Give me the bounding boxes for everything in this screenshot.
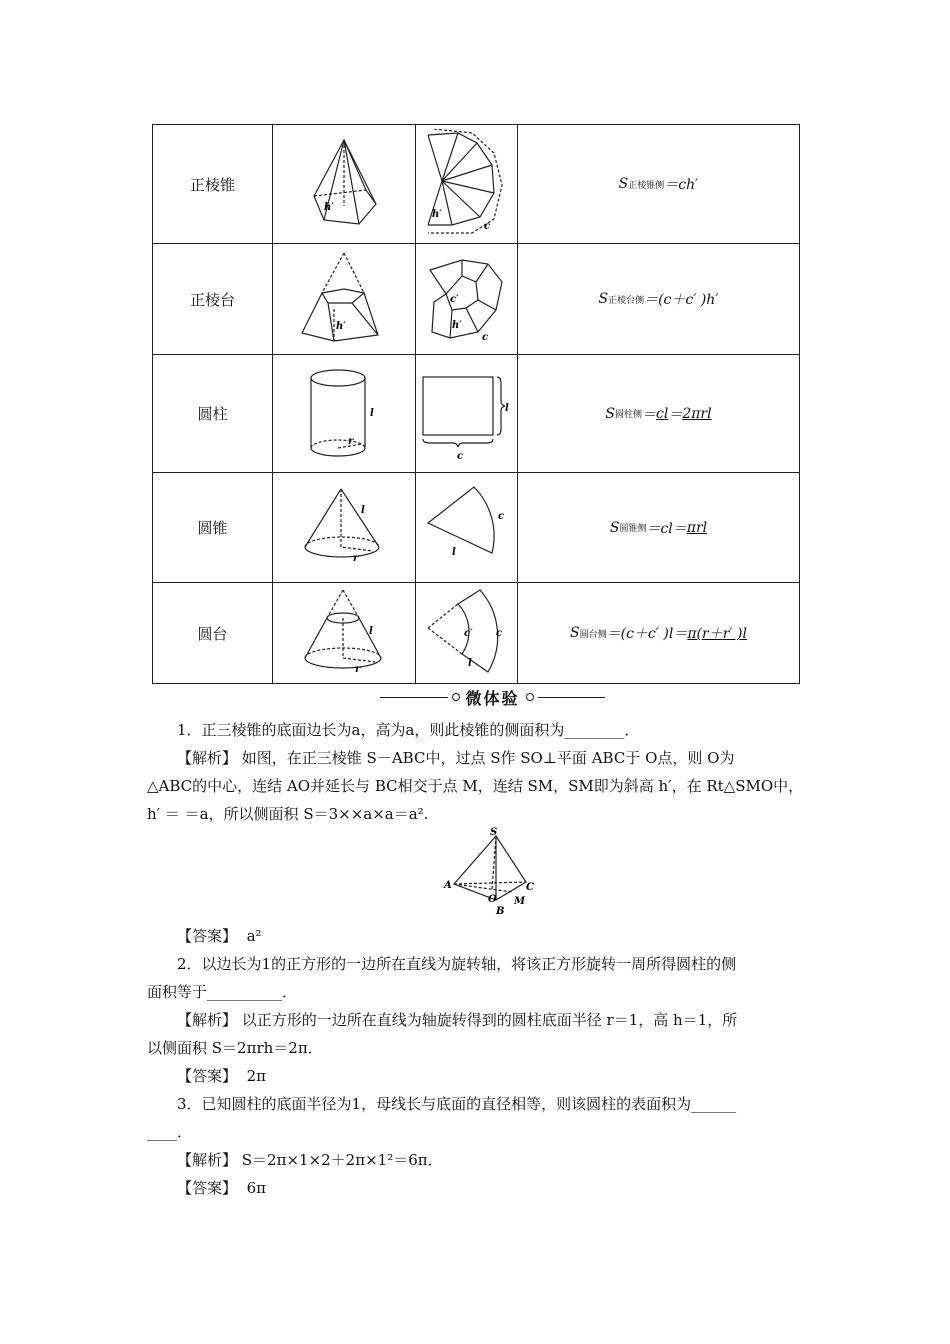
cone-net-diagram — [422, 483, 512, 573]
c-prime-label: c′ — [463, 628, 473, 639]
c-label: c — [497, 510, 504, 522]
q1-analysis-line: △ABC的中心，连结 AO并延长与 BC相交于点 M，连结 SM，SM即为斜高 h′，在 Rt△SMO中， — [147, 777, 804, 795]
point-label: C — [526, 882, 534, 893]
pyramid-net-diagram — [422, 129, 512, 239]
table-row — [153, 355, 799, 473]
solid-name: 正棱锥 — [153, 125, 273, 243]
tetrahedron-figure — [440, 826, 540, 918]
table-row — [153, 125, 799, 244]
q2-analysis-line: 以侧面积 S＝2πrh＝2π． — [147, 1039, 323, 1057]
cylinder-figure — [273, 355, 416, 472]
q3-question-line: 3．已知圆柱的底面半径为1，母线长与底面的直径相等，则该圆柱的表面积为______ — [177, 1095, 737, 1113]
c-label: c — [481, 331, 488, 343]
point-label: A — [444, 880, 452, 891]
point-label: O — [488, 894, 497, 905]
r-label: r — [348, 435, 354, 447]
formula: S 圆台侧 ＝(c＋c′ )l＝ π(r＋r′ )l — [570, 625, 747, 642]
pyramid-net-figure — [416, 125, 518, 243]
q3-answer: 【答案】 6π — [177, 1179, 266, 1197]
cone-frustum-figure — [273, 583, 416, 683]
bullet-icon — [452, 693, 460, 701]
cone-frustum-net-diagram — [422, 588, 512, 678]
h-prime-label: h′ — [451, 319, 462, 331]
l-label: l — [361, 505, 365, 516]
pyramid-diagram — [304, 134, 384, 234]
l-label: l — [467, 658, 472, 669]
q2-question-line: 2．以边长为1的正方形的一边所在直线为旋转轴，将该正方形旋转一周所得圆柱的侧 — [177, 955, 737, 973]
h-prime-label: h′ — [324, 202, 334, 213]
solid-name: 圆锥 — [153, 473, 273, 582]
formula: S 正棱台侧 ＝(c＋c′ )h′ — [598, 291, 719, 308]
q3-analysis: 【解析】 S＝2π×1×2＋2π×1²＝6π． — [177, 1151, 443, 1169]
solid-name: 圆柱 — [153, 355, 273, 472]
solid-name: 圆台 — [153, 583, 273, 683]
frustum-figure — [273, 244, 416, 354]
r-label: r — [353, 553, 359, 564]
cylinder-net-figure — [416, 355, 518, 472]
section-heading — [380, 686, 605, 708]
q2-question-line: 面积等于__________． — [147, 983, 298, 1001]
frustum-net-diagram — [422, 252, 512, 347]
cylinder-diagram — [304, 364, 384, 464]
table-row — [153, 244, 799, 355]
point-label: M — [514, 896, 526, 907]
q1-answer: 【答案】 a² — [177, 927, 262, 945]
point-label: B — [496, 906, 505, 917]
cone-diagram — [299, 485, 389, 570]
c-label: c — [495, 628, 502, 639]
table-row — [153, 583, 799, 683]
r-label: r — [355, 664, 361, 675]
formula: S 圆柱侧 ＝ cl ＝ 2πrl — [605, 405, 712, 423]
point-label: S — [490, 827, 498, 838]
section-title: 微体验 — [465, 688, 520, 708]
bullet-icon — [526, 693, 534, 701]
surface-area-table — [152, 124, 800, 684]
cone-figure — [273, 473, 416, 582]
l-label: l — [370, 407, 374, 419]
pyramid-figure — [273, 125, 416, 243]
c-label: c — [483, 221, 490, 232]
c-prime-label: c′ — [449, 293, 459, 305]
divider — [380, 697, 448, 698]
h-prime-label: h′ — [336, 321, 346, 332]
l-label: l — [369, 626, 373, 637]
frustum-diagram — [294, 249, 394, 349]
cone-net-figure — [416, 473, 518, 582]
l-label: l — [451, 546, 456, 558]
q1-analysis-line: 【解析】 如图，在正三棱锥 S－ABC中，过点 S作 SO⊥平面 ABC于 O点，则 O为 — [177, 749, 735, 767]
q2-answer: 【答案】 2π — [177, 1067, 266, 1085]
q1-question: 1．正三棱锥的底面边长为a，高为a，则此棱锥的侧面积为________． — [177, 721, 640, 739]
c-label: c — [457, 450, 464, 459]
q1-analysis-line: h′ ＝ ＝a，所以侧面积 S＝3××a×a＝a². — [147, 805, 429, 823]
q2-analysis-line: 【解析】 以正方形的一边所在直线为轴旋转得到的圆柱底面半径 r＝1，高 h＝1，所 — [177, 1011, 738, 1029]
q3-question-line: ____． — [147, 1123, 193, 1141]
cone-frustum-net-figure — [416, 583, 518, 683]
table-row — [153, 473, 799, 583]
l-label: l — [505, 402, 509, 414]
solid-name: 正棱台 — [153, 244, 273, 354]
cylinder-net-diagram — [419, 369, 514, 459]
cone-frustum-diagram — [299, 588, 389, 678]
formula: S 圆锥侧 ＝cl＝ πrl — [609, 519, 708, 537]
formula: S 正棱锥侧 ＝ch′ — [618, 176, 699, 193]
frustum-net-figure — [416, 244, 518, 354]
divider — [538, 697, 606, 698]
h-prime-label: h′ — [431, 209, 442, 220]
